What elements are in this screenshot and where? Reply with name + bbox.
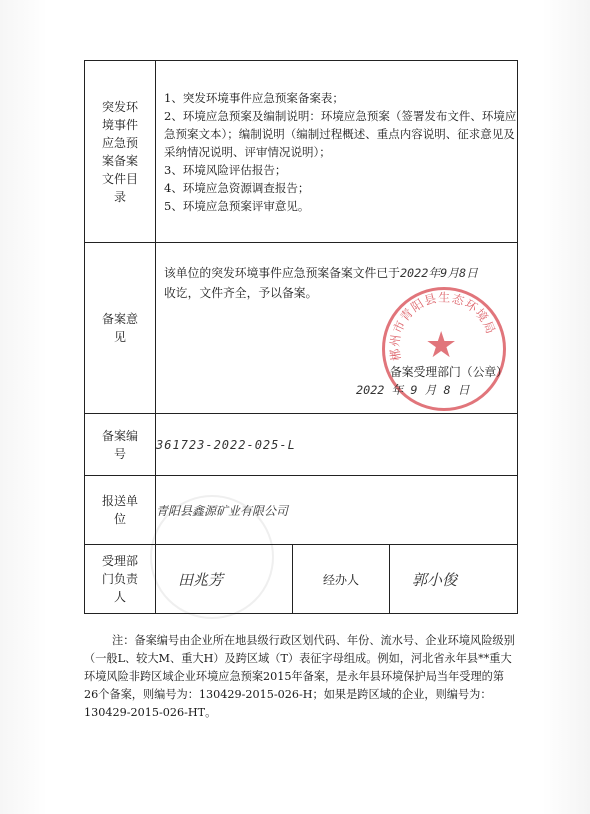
table-row bbox=[85, 61, 518, 243]
row-label-cell bbox=[85, 476, 156, 545]
filing-opinion-area bbox=[156, 243, 517, 413]
stamp-date: 2022 年 9 月 8 日 bbox=[356, 383, 470, 397]
dept-head-label: 受理部门负责人 bbox=[101, 554, 138, 604]
signatures-cell bbox=[156, 545, 518, 614]
list-item: 1、突发环境事件应急预案备案表； bbox=[164, 90, 344, 105]
handler-label: 经办人 bbox=[293, 545, 390, 613]
footnote: 注：备案编号由企业所在地县级行政区划代码、年份、流水号、企业环境风险级别（一般L、较大M、重大H）及跨区域（T）表征字母组成。例如，河北省永年县**重大环境风险非跨区域企业环境应急预案2015年备案，是永年县环境保护局当年受理的第26个备案，则编号为：130429-2015-026-H；如果是跨区域的企业，则编号为：130429-2015-026-HT。 bbox=[84, 634, 515, 719]
row-label-cell bbox=[85, 414, 156, 476]
filing-opinion-cell bbox=[156, 243, 518, 414]
file-directory-label: 突发环境事件应急预案备案文件目录 bbox=[101, 99, 138, 204]
filing-form-table bbox=[84, 60, 518, 614]
table-row bbox=[85, 243, 518, 414]
filing-number-label: 备案编号 bbox=[101, 428, 138, 461]
row-label-cell bbox=[85, 545, 156, 614]
handler-signature-cell bbox=[390, 545, 518, 613]
table-row bbox=[85, 476, 518, 545]
seal-text: 郴州市青阳县生态环境局 bbox=[387, 290, 499, 362]
table-row bbox=[85, 545, 518, 614]
signature-subtable bbox=[156, 545, 517, 613]
file-directory-list bbox=[156, 89, 517, 215]
dept-head-signature-cell bbox=[156, 545, 293, 613]
handler-signature: 郭小俊 bbox=[412, 571, 458, 589]
row-label-cell bbox=[85, 61, 156, 243]
dept-head-signature: 田兆芳 bbox=[178, 571, 224, 589]
filing-number-value: 361723-2022-025-L bbox=[156, 414, 518, 476]
row-label-cell bbox=[85, 243, 156, 414]
list-item: 3、环境风险评估报告； bbox=[164, 162, 287, 177]
opinion-text-after: 收讫，文件齐全，予以备案。 bbox=[164, 286, 318, 300]
receiving-dept-label: 备案受理部门（公章） bbox=[390, 365, 508, 379]
filing-opinion-label: 备案意见 bbox=[101, 312, 138, 344]
seal-star-icon: ★ bbox=[425, 325, 458, 366]
submitting-unit-value: 青阳县鑫源矿业有限公司 bbox=[156, 476, 518, 545]
filing-opinion-text bbox=[164, 263, 507, 303]
list-item: 4、环境应急资源调查报告； bbox=[164, 180, 310, 195]
list-item: 2、环境应急预案及编制说明：环境应急预案（签署发布文件、环境应急预案文本）；编制说明（编制过程概述、重点内容说明、征求意见及采纳情况说明、评审情况说明）； bbox=[164, 108, 517, 159]
submitting-unit-label: 报送单位 bbox=[101, 494, 138, 526]
file-directory-cell bbox=[156, 61, 518, 243]
handwritten-receipt-date: 2022年9月8日 bbox=[399, 266, 478, 280]
table-row bbox=[85, 414, 518, 476]
list-item: 5、环境应急预案评审意见。 bbox=[164, 198, 310, 213]
opinion-text-before: 该单位的突发环境事件应急预案备案文件已于 bbox=[164, 266, 400, 280]
